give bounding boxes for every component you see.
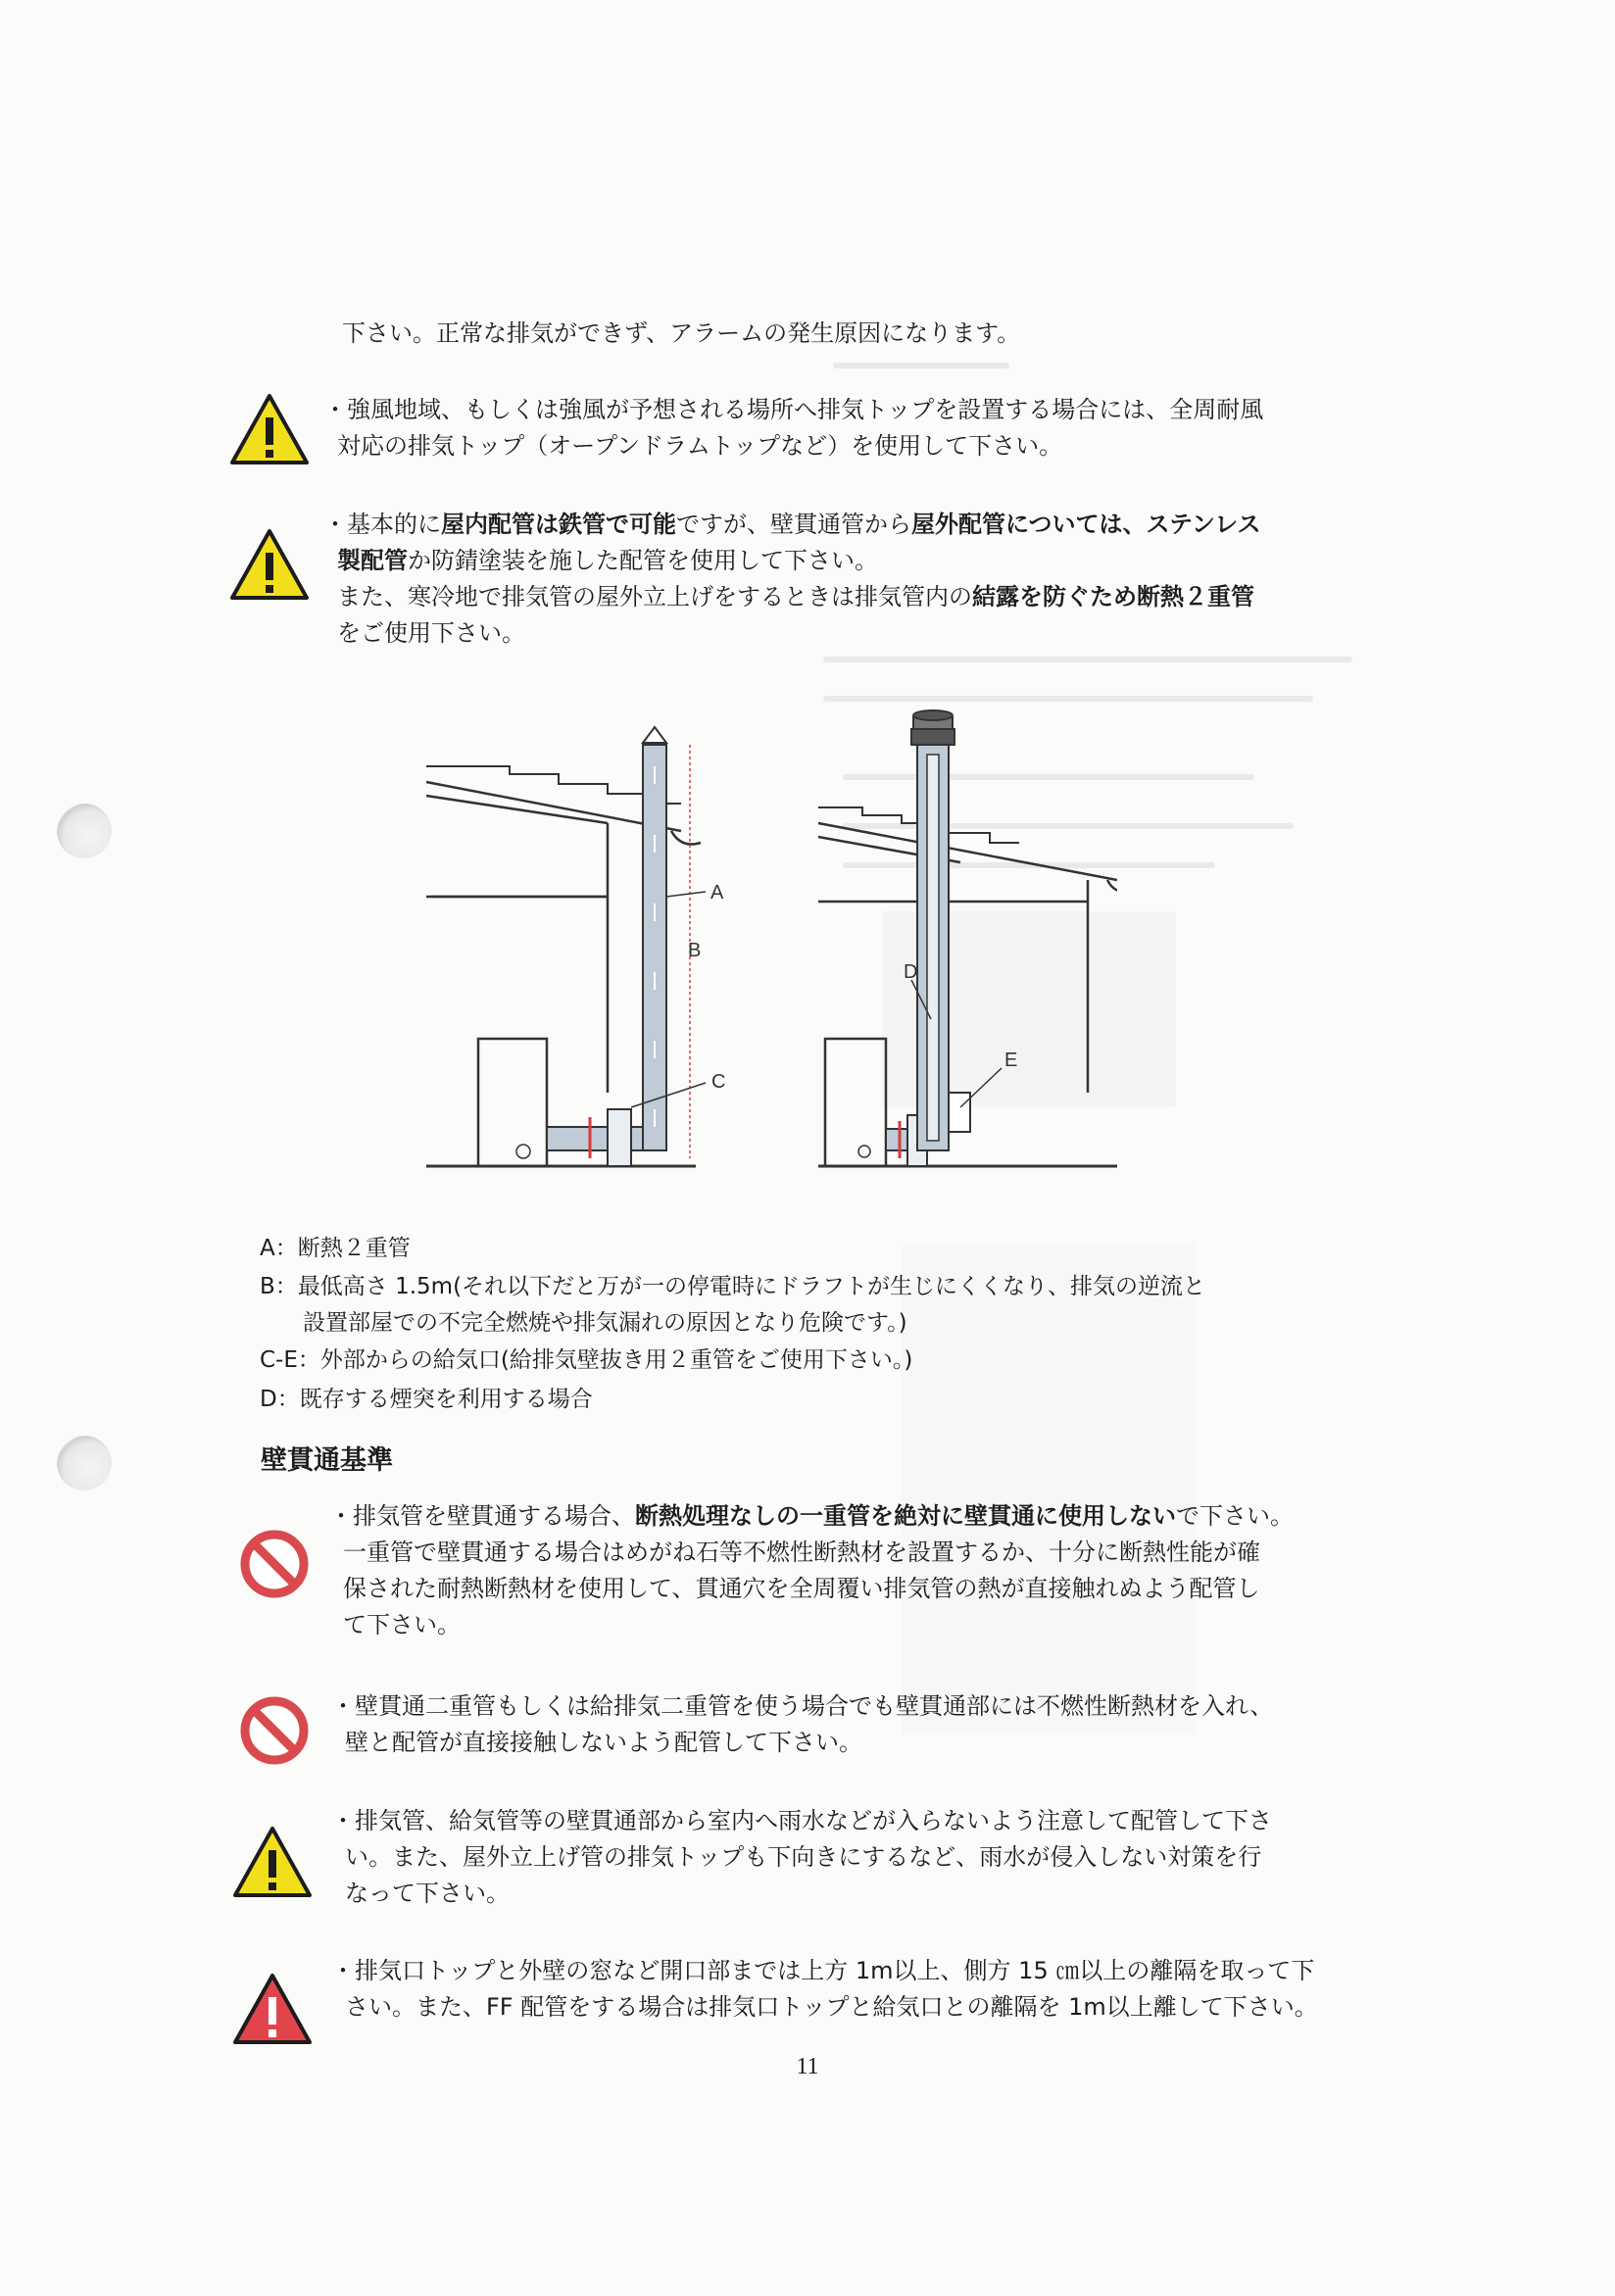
legend-a (260, 1231, 411, 1267)
text-line (331, 1725, 1273, 1761)
body-text: 一重管で壁貫通する場合はめがね石等不燃性断熱材を設置するか、十分に断熱性能が確 (343, 1539, 1260, 1566)
prohibition-icon (239, 1529, 310, 1603)
text-line (331, 1989, 1318, 2026)
warning-text-piping (323, 507, 1261, 652)
body-text: て下さい。 (343, 1611, 461, 1638)
body-text: 対応の排気トップ（オープンドラムトップなど）を使用して下さい。 (337, 432, 1063, 460)
continuation-text: 下さい。正常な排気ができず、アラームの発生原因になります。 (342, 319, 1021, 347)
emphasis-text: 製配管 (337, 547, 408, 574)
body-text: ・排気管を壁貫通する場合、 (329, 1502, 635, 1530)
text-line (331, 1953, 1318, 1989)
warning-yellow-icon (231, 1825, 314, 1903)
warning-yellow-icon (228, 392, 311, 470)
warning-text-clearance (331, 1953, 1318, 2026)
legend-ce-text: C-E：外部からの給気口(給排気壁抜き用２重管をご使用下さい。) (260, 1347, 913, 1373)
body-text: か防錆塗装を施した配管を使用して下さい。 (408, 547, 878, 574)
legend-ce (260, 1343, 912, 1379)
body-text: さい。また、FF 配管をする場合は排気口トップと給気口との離隔を 1m以上離して下さい。 (345, 1993, 1318, 2021)
installation-diagram (412, 706, 1117, 1215)
body-text: をご使用下さい。 (337, 619, 525, 647)
body-text: で下さい。 (1176, 1502, 1294, 1530)
page-number: 11 (796, 2054, 819, 2079)
text-line (329, 1571, 1294, 1607)
section-title: 壁貫通基準 (261, 1445, 393, 1476)
body-text: 壁と配管が直接接触しないよう配管して下さい。 (345, 1729, 862, 1756)
text-line (323, 615, 1261, 652)
body-text: い。また、屋外立上げ管の排気トップも下向きにするなど、雨水が侵入しない対策を行 (345, 1843, 1262, 1871)
diagram-right (818, 710, 1117, 1166)
text-line (323, 579, 1261, 615)
diagram-left (426, 727, 706, 1166)
text-line (323, 507, 1261, 543)
text-line (323, 543, 1261, 579)
body-text: ですが、壁貫通管から (676, 511, 911, 538)
text-line (331, 1688, 1273, 1725)
body-text: ・壁貫通二重管もしくは給排気二重管を使う場合でも壁貫通部には不燃性断熱材を入れ、 (331, 1692, 1274, 1720)
text-line (329, 1498, 1294, 1535)
prohibition-text-double-pipe (331, 1688, 1273, 1761)
legend-a-text: A：断熱２重管 (260, 1236, 411, 1261)
legend-b (260, 1269, 1205, 1342)
label-b: B (688, 940, 702, 961)
legend-d-text: D：既存する煙突を利用する場合 (260, 1387, 593, 1412)
label-c: C (711, 1071, 726, 1093)
warning-text-wind (323, 392, 1263, 464)
warning-red-icon (231, 1972, 314, 2050)
emphasis-text: 屋外配管については、ステンレス (911, 511, 1261, 538)
body-text: また、寒冷地で排気管の屋外立上げをするときは排気管内の (337, 583, 972, 611)
prohibition-icon (239, 1695, 310, 1770)
punch-hole-top (57, 804, 112, 858)
body-text: なって下さい。 (345, 1880, 510, 1907)
prohibition-text-single-pipe (329, 1498, 1294, 1643)
text-line (323, 392, 1263, 428)
text-line (329, 1535, 1294, 1571)
label-a: A (710, 882, 724, 904)
legend-b-text: B：最低高さ 1.5m(それ以下だと万が一の停電時にドラフトが生じにくくなり、排気の逆流と (260, 1274, 1206, 1299)
text-line (331, 1839, 1272, 1876)
body-text: ・排気口トップと外壁の窓など開口部までは上方 1m以上、側方 15 ㎝以上の離隔を取って下 (331, 1957, 1315, 1984)
emphasis-text: 屋内配管は鉄管で可能 (441, 511, 676, 538)
body-text: ・強風地域、もしくは強風が予想される場所へ排気トップを設置する場合には、全周耐風 (323, 396, 1264, 423)
body-text: ・基本的に (323, 511, 441, 538)
label-d: D (904, 961, 918, 983)
text-line (323, 428, 1263, 464)
text-line (331, 1876, 1272, 1912)
body-text: 保された耐熱断熱材を使用して、貫通穴を全周覆い排気管の熱が直接触れぬよう配管し (343, 1575, 1260, 1602)
label-e: E (1004, 1050, 1018, 1071)
text-line (329, 1607, 1294, 1643)
warning-text-rain (331, 1803, 1272, 1912)
legend-b-text-cont: 設置部屋での不完全燃焼や排気漏れの原因となり危険です。) (303, 1310, 907, 1336)
body-text: ・排気管、給気管等の壁貫通部から室内へ雨水などが入らないよう注意して配管して下さ (331, 1807, 1272, 1834)
punch-hole-bottom (57, 1436, 112, 1490)
emphasis-text: 断熱処理なしの一重管を絶対に壁貫通に使用しない (635, 1502, 1176, 1530)
legend-d (260, 1382, 593, 1418)
text-line (331, 1803, 1272, 1839)
emphasis-text: 結露を防ぐため断熱２重管 (972, 583, 1254, 611)
warning-yellow-icon (228, 527, 311, 606)
